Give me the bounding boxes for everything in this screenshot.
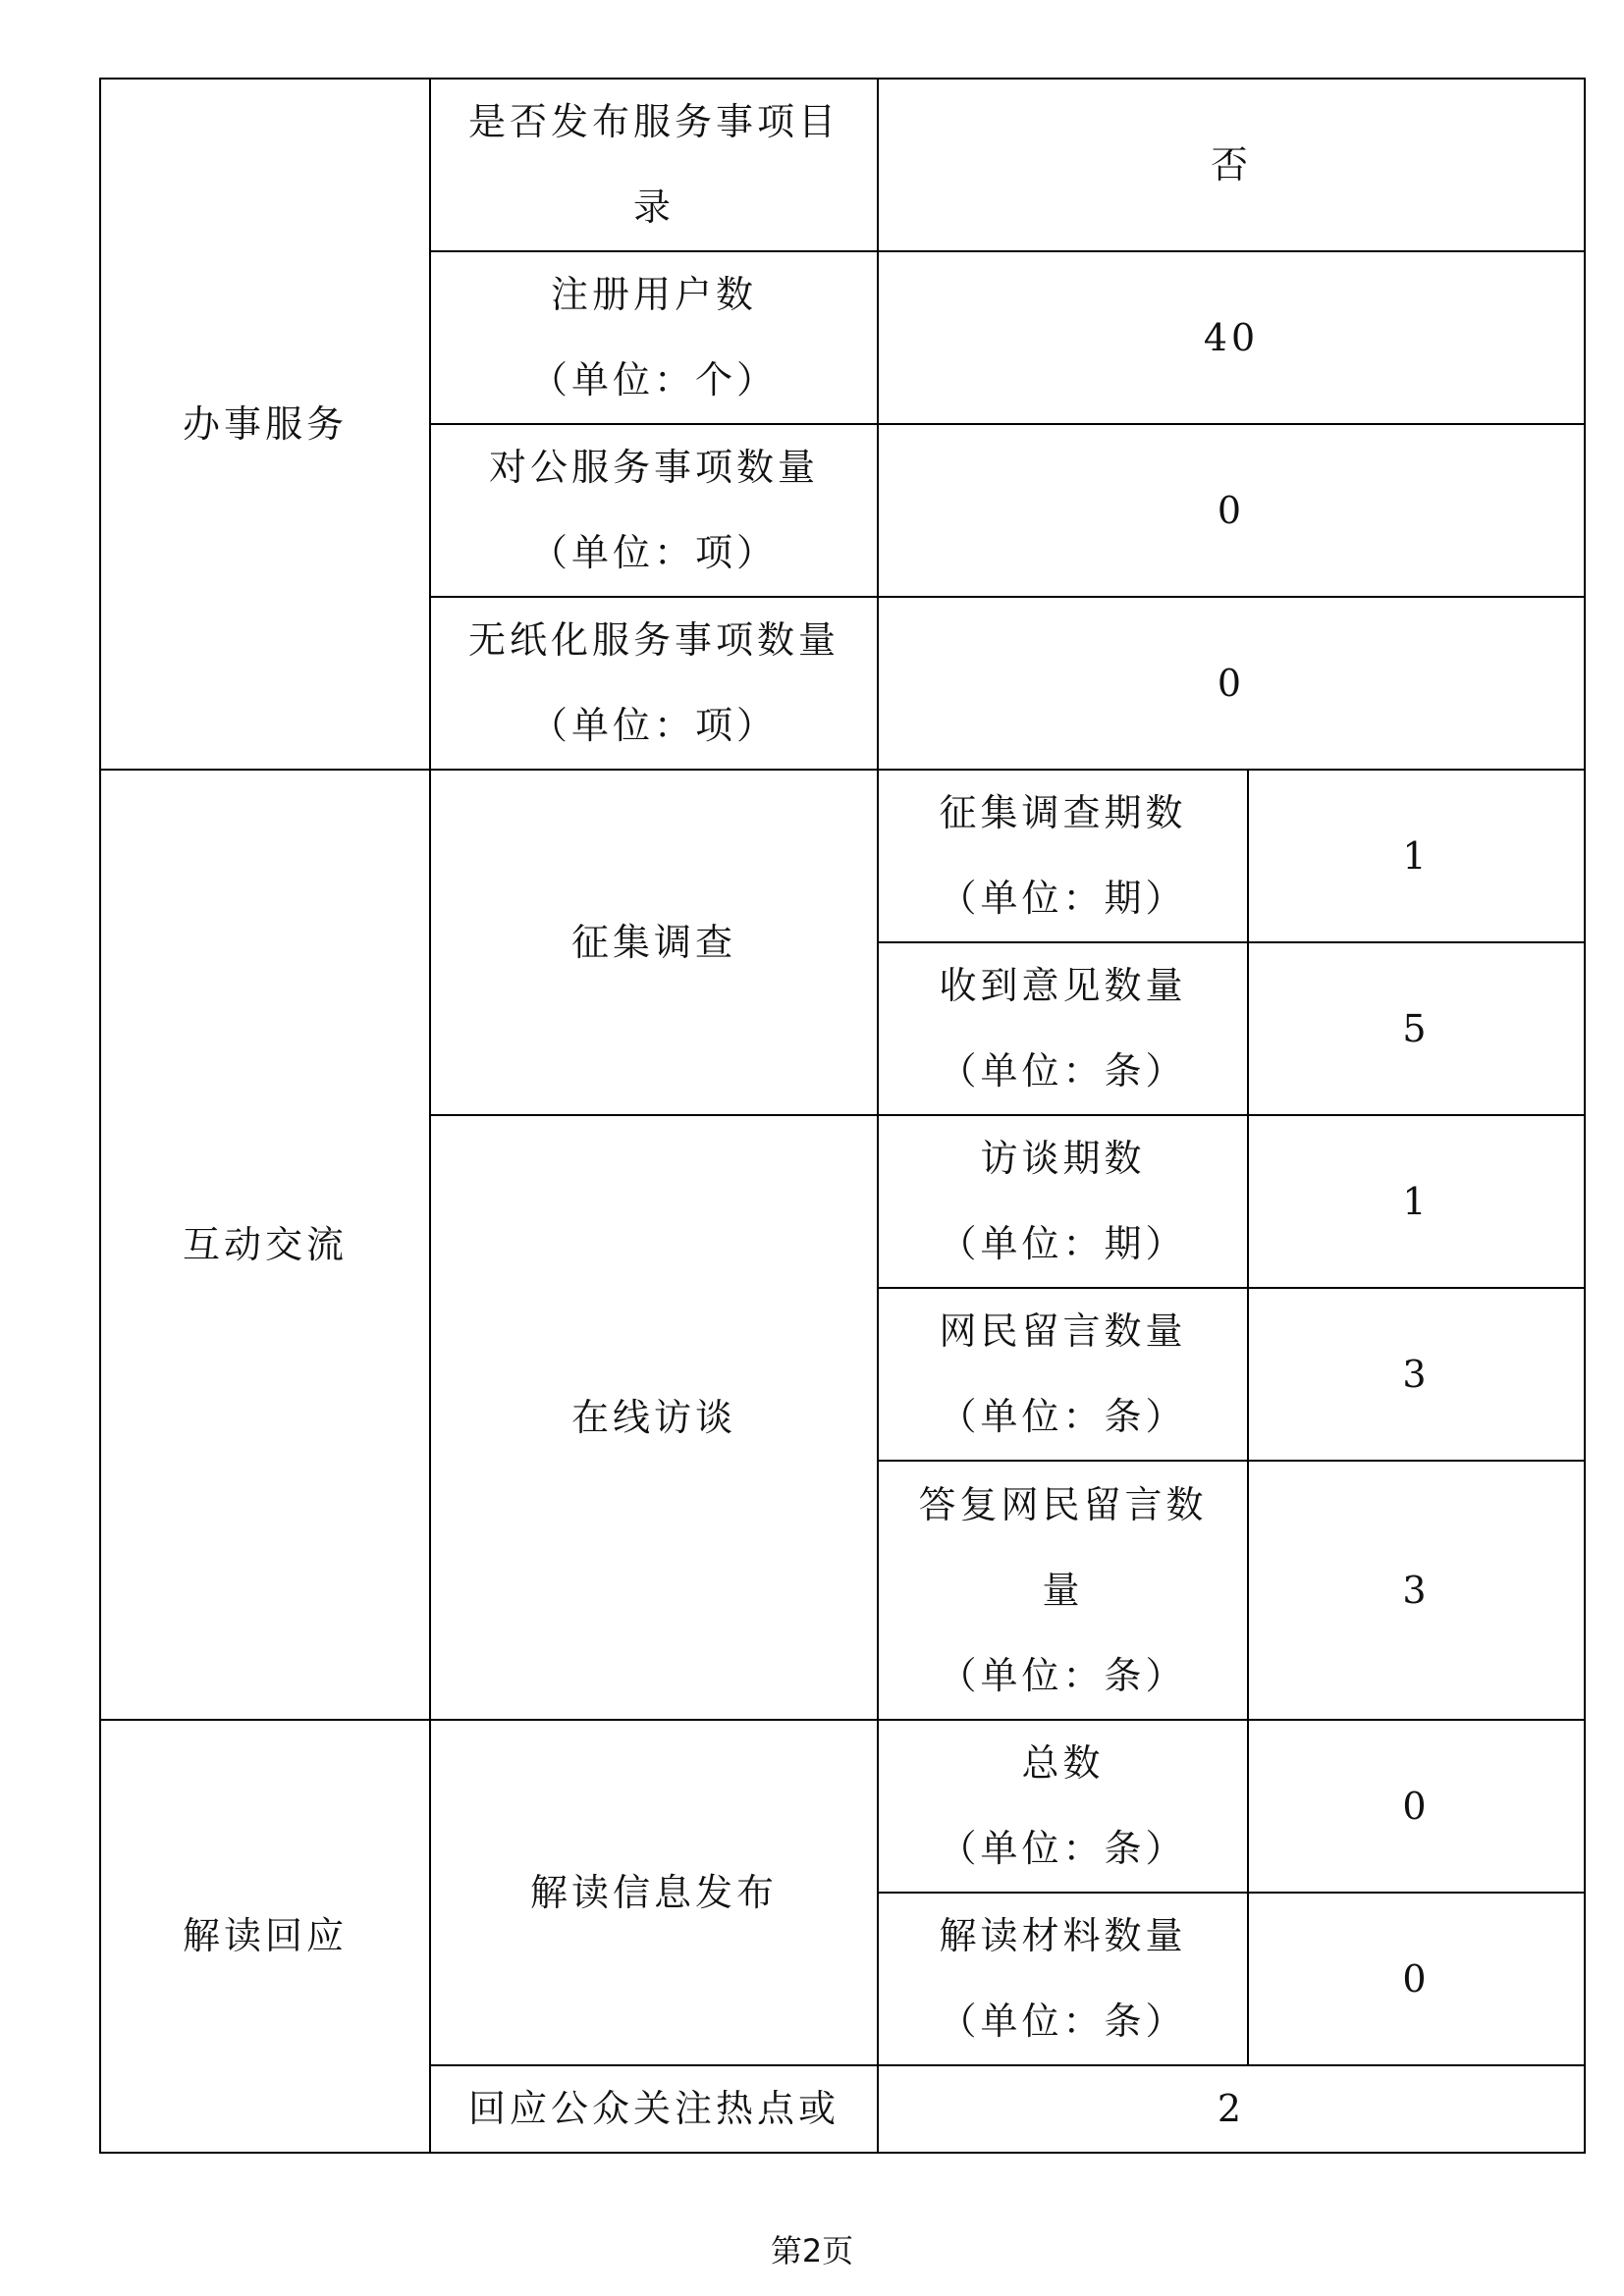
row-label: 网民留言数量 （单位：条） xyxy=(878,1288,1248,1461)
row-value: 40 xyxy=(878,251,1585,424)
row-label: 回应公众关注热点或 xyxy=(430,2065,878,2153)
row-label: 是否发布服务事项目 录 xyxy=(430,79,878,251)
statistics-table xyxy=(99,78,1586,2154)
row-value: 0 xyxy=(1248,1720,1585,1893)
row-label: 答复网民留言数 量 （单位：条） xyxy=(878,1461,1248,1720)
row-label: 解读材料数量 （单位：条） xyxy=(878,1893,1248,2065)
row-value: 1 xyxy=(1248,770,1585,942)
row-label: 总数 （单位：条） xyxy=(878,1720,1248,1893)
section-label-interpretation: 解读回应 xyxy=(100,1720,430,2153)
row-label: 注册用户数 （单位：个） xyxy=(430,251,878,424)
row-value: 0 xyxy=(878,424,1585,597)
subsection-label-survey: 征集调查 xyxy=(430,770,878,1115)
subsection-label-publish: 解读信息发布 xyxy=(430,1720,878,2065)
section-label-service: 办事服务 xyxy=(100,79,430,770)
row-value: 3 xyxy=(1248,1288,1585,1461)
row-value: 5 xyxy=(1248,942,1585,1115)
table-row xyxy=(100,770,1585,942)
row-value: 否 xyxy=(878,79,1585,251)
row-value: 1 xyxy=(1248,1115,1585,1288)
row-value: 3 xyxy=(1248,1461,1585,1720)
row-label: 对公服务事项数量 （单位：项） xyxy=(430,424,878,597)
section-label-interaction: 互动交流 xyxy=(100,770,430,1720)
page-number: 第2页 xyxy=(770,2232,854,2269)
row-label: 访谈期数 （单位：期） xyxy=(878,1115,1248,1288)
row-value: 2 xyxy=(878,2065,1585,2153)
row-label: 收到意见数量 （单位：条） xyxy=(878,942,1248,1115)
subsection-label-interview: 在线访谈 xyxy=(430,1115,878,1720)
table-row xyxy=(100,1720,1585,1893)
row-value: 0 xyxy=(1248,1893,1585,2065)
row-label: 征集调查期数 （单位：期） xyxy=(878,770,1248,942)
table-row xyxy=(100,79,1585,251)
row-value: 0 xyxy=(878,597,1585,770)
row-label: 无纸化服务事项数量 （单位：项） xyxy=(430,597,878,770)
